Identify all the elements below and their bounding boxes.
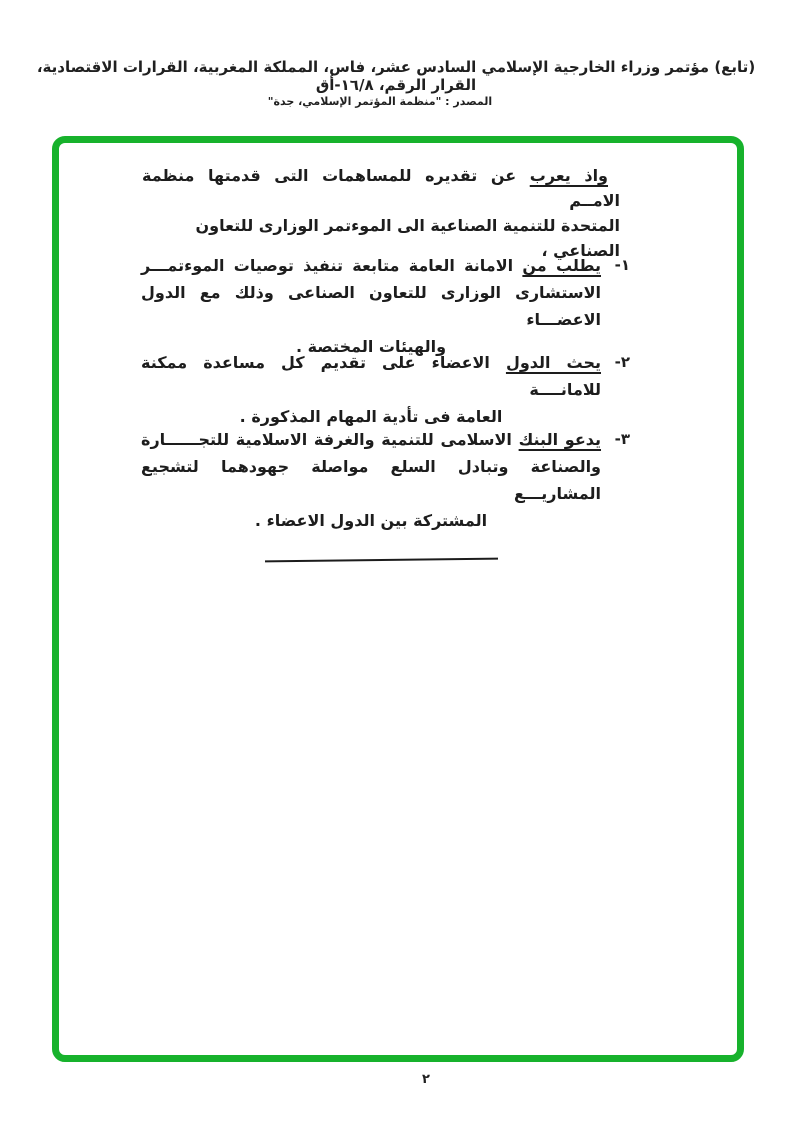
page-number: ٢ — [422, 1072, 430, 1087]
preamble-line-1 — [142, 163, 620, 213]
item-2-number: ٢- — [614, 353, 630, 371]
item-1-line-3: والهيئات المختصة . — [295, 337, 447, 356]
item-2-body — [141, 349, 601, 430]
item-3-line-3: المشتركة بين الدول الاعضاء . — [254, 511, 488, 530]
item-3-underlined-phrase: يدعو البنك — [518, 430, 602, 449]
preamble-paragraph — [142, 163, 620, 263]
item-1-line-2: الاستشارى الوزارى للتعاون الصناعى وذلك مع الدول الاعضـــاء — [141, 283, 601, 329]
item-3-line-1-rest: الاسلامى للتنمية والغرفة الاسلامية للتجــــــارة — [141, 430, 519, 449]
item-3-line-1 — [141, 426, 601, 453]
item-3-body — [141, 426, 601, 534]
item-2-line-2: العامة فى تأدية المهام المذكورة . — [239, 407, 503, 426]
preamble-underlined-phrase: واذ يعرب — [529, 166, 609, 185]
item-1-body — [141, 252, 601, 360]
item-1-underlined-phrase: يطلب من — [522, 256, 601, 275]
item-3-number: ٣- — [614, 430, 630, 448]
item-1-line-1 — [141, 252, 601, 279]
item-2-underlined-phrase: يحث الدول — [505, 353, 601, 372]
preamble-line-1-rest: عن تقديره للمساهمات التى قدمتها منظمة الامــم — [142, 166, 620, 210]
item-2-line-1-rest: الاعضاء على تقديم كل مساعدة ممكنة للامانــــة — [141, 353, 601, 399]
item-1-line-1-rest: الامانة العامة متابعة تنفيذ توصيات الموءتمـــر — [141, 256, 523, 275]
document-source-line: المصدر : "منظمة المؤتمر الإسلامي، جدة" — [267, 95, 493, 108]
item-2-line-1 — [141, 349, 601, 403]
item-1-number: ١- — [614, 256, 630, 274]
item-3-line-2: والصناعة وتبادل السلع مواصلة جهودهما لتشجيع المشاريـــع — [141, 457, 601, 503]
document-header-line: (تابع) مؤتمر وزراء الخارجية الإسلامي السادس عشر، فاس، المملكة المغربية، القرارات الاقتصادية، القرار الرقم، ١٦/٨-أق — [36, 58, 756, 94]
preamble-line-2: المتحدة للتنمية الصناعية الى الموءتمر الوزارى للتعاون الصناعي ، — [195, 216, 620, 260]
